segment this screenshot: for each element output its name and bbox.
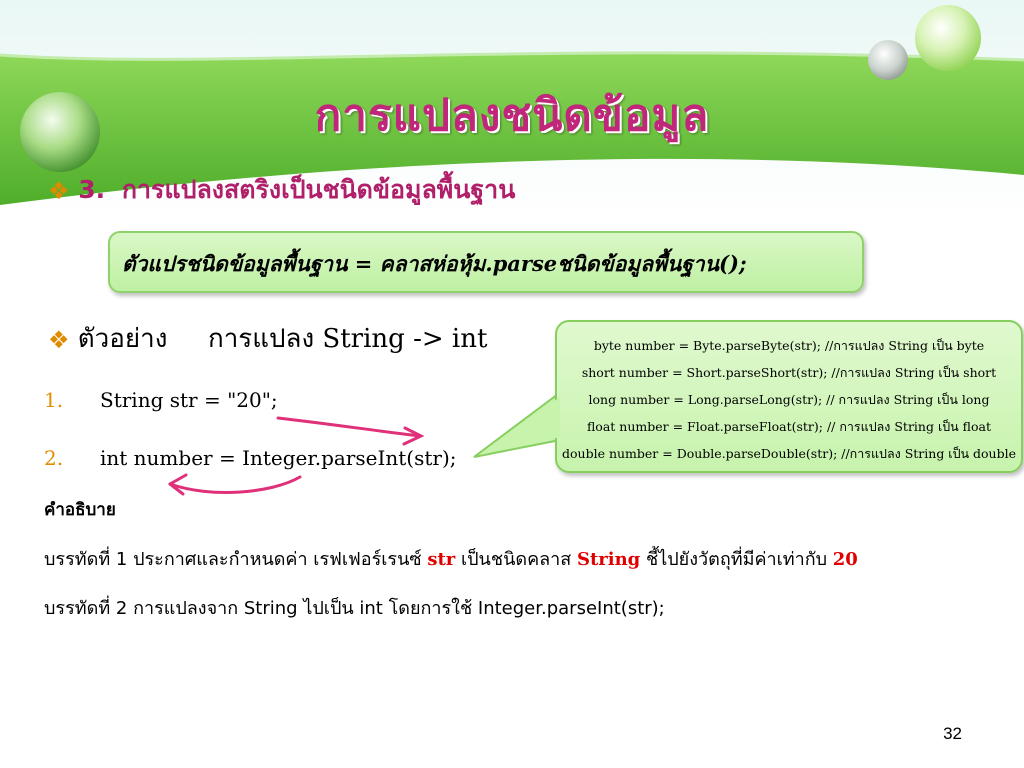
callout-line: float number = Float.parseFloat(str); // การแปลง String เป็น float — [586, 419, 992, 434]
explanation-label: คำอธิบาย — [44, 500, 116, 520]
section-number: 3. — [78, 175, 106, 204]
example-code: String -> int — [322, 324, 488, 354]
arrow-curve-icon — [170, 475, 300, 494]
line1-str: str — [427, 549, 456, 570]
page-number: 32 — [943, 724, 962, 743]
callout-line: long number = Long.parseLong(str); // การแปลง String เป็น long — [588, 392, 990, 407]
line1-value: 20 — [832, 549, 858, 570]
example-thai: การแปลง — [207, 324, 315, 354]
example-heading — [48, 318, 487, 359]
line1-text-b: เป็นชนิดคลาส — [455, 549, 577, 570]
code-line-text: int number = Integer.parseInt(str); — [100, 446, 457, 470]
slide-title: การแปลงชนิดข้อมูล — [314, 90, 710, 141]
callout-box — [555, 320, 1023, 473]
callout-line: double number = Double.parseDouble(str); //การแปลง String เป็น double — [562, 446, 1016, 461]
section-heading — [48, 170, 515, 210]
code-line-1 — [44, 388, 278, 412]
decor-orb-large — [915, 5, 981, 71]
section-heading-text: การแปลงสตริงเป็นชนิดข้อมูลพื้นฐาน — [121, 175, 516, 204]
code-line-text: String str = "20"; — [100, 388, 278, 412]
explanation-line-1 — [44, 544, 858, 573]
callout-line: byte number = Byte.parseByte(str); //การแปลง String เป็น byte — [593, 338, 985, 353]
decor-orb-small — [868, 40, 908, 80]
arrow-right-icon — [278, 418, 421, 444]
code-line-number: 1. — [44, 388, 64, 412]
diamond-bullet-icon: ❖ — [48, 177, 70, 205]
line1-string: String — [576, 549, 641, 570]
explanation-line-2: บรรทัดที่ 2 การแปลงจาก String ไปเป็น int โดยการใช้ Integer.parseInt(str); — [44, 598, 665, 619]
code-line-number: 2. — [44, 446, 64, 470]
callout-line: short number = Short.parseShort(str); //การแปลง String เป็น short — [581, 365, 997, 380]
line1-text-c: ชี้ไปยังวัตถุที่มีค่าเท่ากับ — [640, 549, 833, 570]
example-label: ตัวอย่าง — [77, 324, 168, 354]
line1-text-a: บรรทัดที่ 1 ประกาศและกำหนดค่า เรฟเฟอร์เรนซ์ — [44, 549, 428, 570]
code-line-2 — [44, 446, 457, 470]
diamond-bullet-icon: ❖ — [48, 325, 70, 354]
syntax-box: ตัวแปรชนิดข้อมูลพื้นฐาน = คลาสห่อหุ้ม.parseชนิดข้อมูลพื้นฐาน(); — [108, 231, 864, 293]
